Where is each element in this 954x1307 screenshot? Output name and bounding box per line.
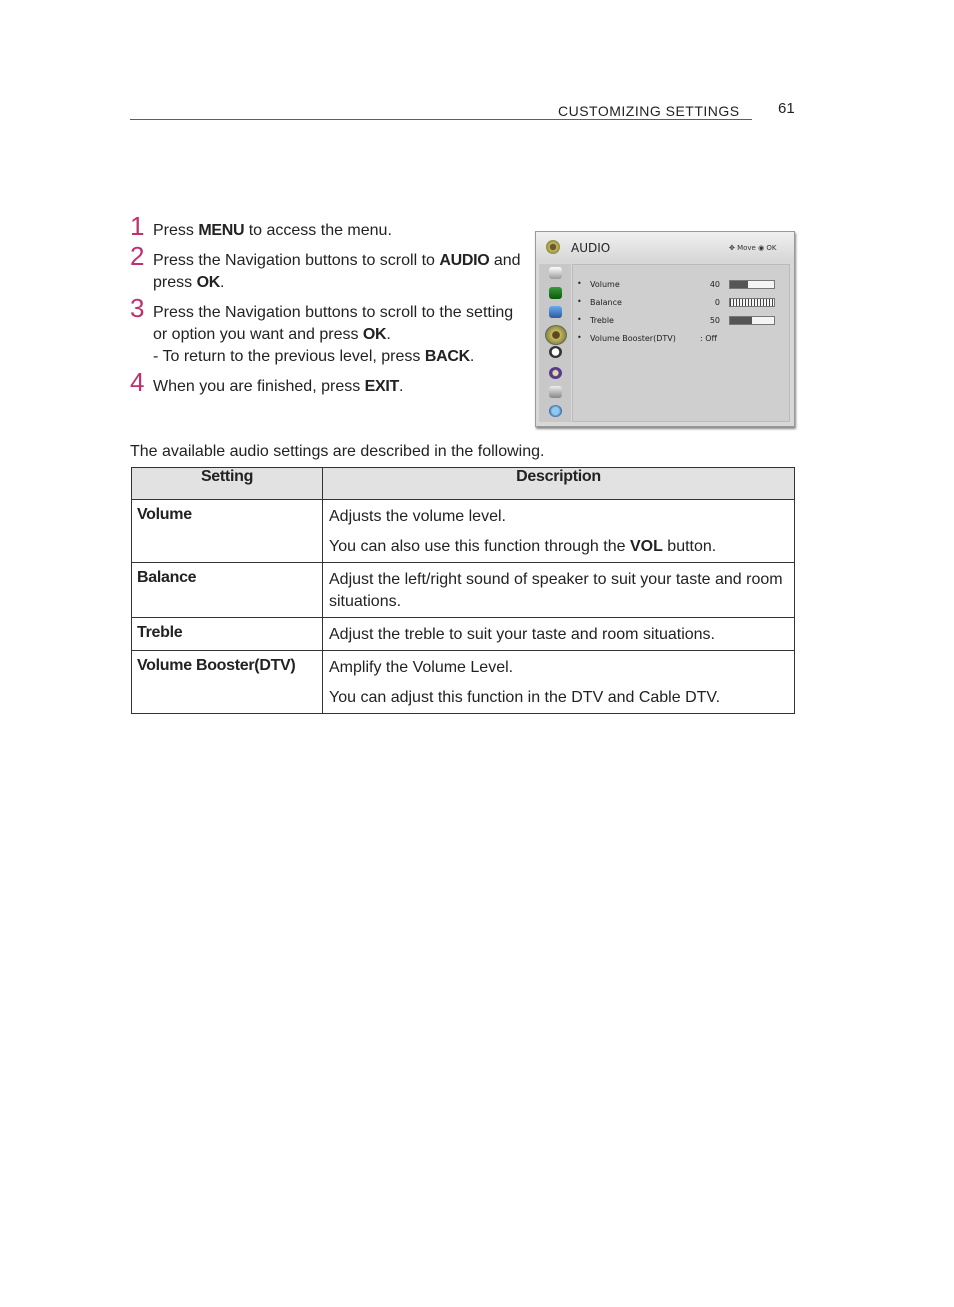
- bullet: •: [577, 315, 582, 324]
- column-header-setting: Setting: [132, 468, 323, 500]
- tv-menu-row-volume: [573, 278, 791, 292]
- audio-icon: [545, 325, 567, 345]
- description-line: Adjust the treble to suit your taste and room situations.: [329, 626, 715, 643]
- setup-icon: [549, 267, 562, 279]
- step-text: Press the Navigation buttons to scroll to the setting or option you want and press: [153, 304, 514, 343]
- description-text: You can also use this function through the: [329, 538, 630, 555]
- tv-menu-header: [536, 232, 794, 262]
- step-4: [130, 367, 525, 398]
- step-3: [130, 293, 525, 368]
- tv-menu-row-volume-booster: [573, 332, 791, 346]
- setting-description: [323, 500, 795, 563]
- step-text: and press: [153, 252, 521, 291]
- tv-row-value: 0: [714, 298, 720, 307]
- tv-row-label: Volume Booster(DTV): [590, 334, 676, 343]
- tv-menu-sidebar: [539, 264, 571, 422]
- audio-settings-table: [131, 467, 795, 714]
- keyword-ok: OK: [196, 274, 220, 291]
- step-number: 2: [130, 241, 145, 271]
- step-2: [130, 241, 525, 294]
- setting-name: Volume Booster(DTV): [132, 651, 323, 714]
- page-number: 61: [778, 100, 795, 117]
- step-number: 4: [130, 367, 145, 397]
- level-fill: [730, 317, 752, 324]
- step-note: - To return to the previous level, press: [153, 348, 425, 365]
- tv-menu-row-balance: [573, 296, 791, 310]
- bullet: •: [577, 297, 582, 306]
- tv-row-label: Volume: [590, 280, 620, 289]
- tv-row-value: 50: [709, 316, 720, 325]
- steps-list: [130, 211, 525, 406]
- keyword-exit: EXIT: [364, 378, 400, 395]
- balance-scale: [729, 298, 775, 307]
- table-row: [132, 563, 795, 618]
- support-icon: [549, 405, 562, 417]
- tv-menu-panel: [572, 264, 790, 422]
- table-header-row: [132, 468, 795, 500]
- tv-menu-screenshot: [535, 231, 795, 427]
- setting-name: Volume: [132, 500, 323, 563]
- setting-name: Treble: [132, 618, 323, 651]
- step-number: 3: [130, 293, 145, 323]
- step-text: When you are finished, press: [153, 378, 365, 395]
- tv-menu-title: AUDIO: [571, 241, 611, 255]
- table-row: [132, 618, 795, 651]
- keyword-ok: OK: [362, 326, 387, 343]
- intro-text: The available audio settings are described in the following.: [130, 443, 545, 460]
- speaker-icon: [546, 240, 560, 254]
- table-row: [132, 651, 795, 714]
- setting-description: [323, 563, 795, 618]
- step-note: .: [469, 348, 475, 365]
- keyword-menu: MENU: [198, 222, 245, 239]
- step-text: .: [219, 274, 225, 291]
- keyword-audio: AUDIO: [439, 252, 490, 269]
- bullet: •: [577, 333, 582, 342]
- tv-row-value: 40: [709, 280, 720, 289]
- time-icon: [549, 346, 562, 358]
- picture-icon: [549, 287, 562, 299]
- lock-icon: [549, 367, 562, 379]
- step-text: .: [386, 326, 391, 343]
- header-section-title: CUSTOMIZING SETTINGS: [558, 103, 740, 119]
- step-text: Press: [153, 222, 199, 239]
- treble-level-bar: [729, 316, 775, 325]
- tv-menu-hint-text: Move ◉ OK: [737, 244, 777, 252]
- step-number: 1: [130, 211, 145, 241]
- tv-menu-row-treble: [573, 314, 791, 328]
- channel-icon: [549, 306, 562, 318]
- description-line: Adjust the left/right sound of speaker to suit your taste and room situations.: [329, 571, 783, 610]
- description-text: button.: [662, 538, 717, 555]
- keyword-back: BACK: [424, 348, 470, 365]
- navigation-arrows-icon: ✥: [729, 244, 738, 252]
- step-1: [130, 211, 525, 242]
- volume-level-bar: [729, 280, 775, 289]
- setting-name: Balance: [132, 563, 323, 618]
- step-text: to access the menu.: [244, 222, 392, 239]
- header-rule: [130, 119, 752, 120]
- tv-row-value: : Off: [700, 334, 718, 343]
- column-header-description: Description: [323, 468, 795, 500]
- step-text: .: [399, 378, 404, 395]
- description-line: You can adjust this function in the DTV and Cable DTV.: [329, 689, 721, 706]
- setting-description: [323, 651, 795, 714]
- level-fill: [730, 281, 748, 288]
- description-line: [329, 536, 789, 558]
- keyword-vol: VOL: [629, 538, 663, 555]
- table-row: [132, 500, 795, 563]
- description-line: Adjusts the volume level.: [329, 508, 506, 525]
- step-text: Press the Navigation buttons to scroll to: [153, 252, 440, 269]
- option-icon: [549, 386, 562, 398]
- description-line: Amplify the Volume Level.: [329, 659, 514, 676]
- setting-description: [323, 618, 795, 651]
- tv-row-label: Treble: [590, 316, 614, 325]
- tv-row-label: Balance: [590, 298, 622, 307]
- bullet: •: [577, 279, 582, 288]
- tv-menu-hint: [729, 244, 777, 252]
